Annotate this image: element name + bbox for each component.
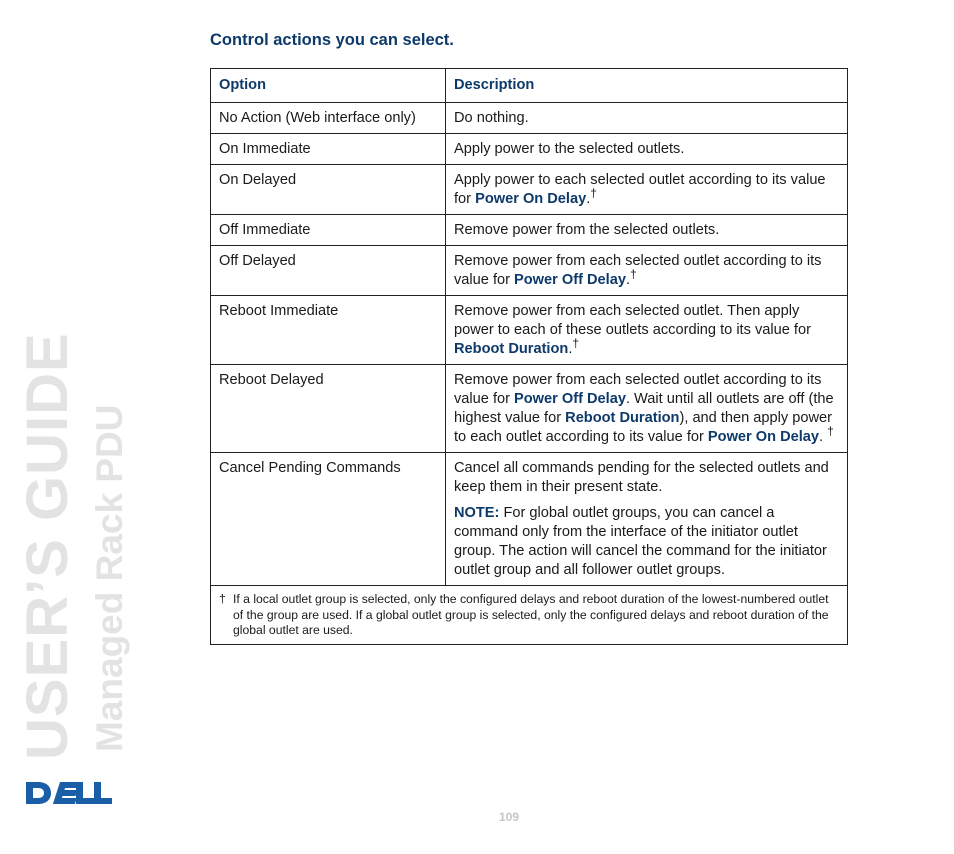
table-row (211, 365, 848, 453)
note (454, 504, 839, 580)
setting-reference: Power On Delay (707, 429, 820, 445)
description-cell (446, 165, 848, 215)
description-text: . (568, 341, 573, 357)
description-text: Remove power from each selected outlet. Then apply power to each of these outlets according to its value for (454, 303, 811, 338)
description-cell (446, 246, 848, 296)
control-actions-table (210, 68, 848, 645)
footnote-marker: † (590, 186, 597, 201)
setting-reference: Reboot Duration (454, 341, 569, 357)
option-cell: Cancel Pending Commands (211, 453, 446, 586)
option-cell: On Immediate (211, 134, 446, 165)
description-text: . (625, 272, 631, 288)
option-cell: No Action (Web interface only) (211, 103, 446, 134)
description-text: Cancel all commands pending for the selected outlets and keep them in their present state. (454, 460, 829, 495)
table-row (211, 165, 848, 215)
description-text: . (819, 429, 828, 445)
footnote-text: If a local outlet group is selected, only the configured delays and reboot duration of the lowest-numbered outlet of the group are used. If a global outlet group is selected, only the configured delays and reboot duration of the global outlet are used. (233, 592, 829, 637)
footnote-marker: † (630, 267, 637, 282)
description-text: Remove power from each selected outlet according to its value for (454, 253, 822, 288)
description-cell: Remove power from the selected outlets. (446, 215, 848, 246)
page-number: 109 (499, 810, 520, 824)
dell-logo (24, 779, 112, 807)
table-row (211, 215, 848, 246)
description-text: . Wait until all outlets are off (the highest value for (454, 391, 834, 426)
sidebar-guide-title: USER’S GUIDE (15, 332, 80, 760)
description-text: . (586, 191, 591, 207)
table-row (211, 134, 848, 165)
setting-reference: Power On Delay (475, 191, 587, 207)
setting-reference: Power Off Delay (514, 272, 626, 288)
column-header-option: Option (211, 69, 446, 103)
description-cell (446, 453, 848, 586)
description-cell (446, 296, 848, 365)
footnote-marker: † (219, 592, 226, 606)
description-text: Remove power from each selected outlet according to its value for (454, 372, 822, 407)
description-cell: Apply power to the selected outlets. (446, 134, 848, 165)
option-cell: Off Immediate (211, 215, 446, 246)
table-header-row (211, 69, 848, 103)
setting-reference: Power Off Delay (514, 391, 626, 407)
table-row (211, 296, 848, 365)
footnote-cell (211, 586, 848, 645)
description-text: ), and then apply power to each outlet according to its value for (454, 410, 832, 445)
option-cell: Reboot Immediate (211, 296, 446, 365)
description-cell: Do nothing. (446, 103, 848, 134)
description-cell (446, 365, 848, 453)
footnote-row (211, 586, 848, 645)
note-label: NOTE: (454, 505, 500, 521)
table-row (211, 246, 848, 296)
option-cell: On Delayed (211, 165, 446, 215)
option-cell: Reboot Delayed (211, 365, 446, 453)
section-heading: Control actions you can select. (210, 31, 454, 49)
table-row (211, 103, 848, 134)
note-text: For global outlet groups, you can cancel a command only from the interface of the initiator outlet group. The action will cancel the command for the initiator outlet group and all follower outlet groups. (454, 505, 827, 578)
table-row (211, 453, 848, 586)
footnote-marker: † (827, 424, 834, 439)
option-cell: Off Delayed (211, 246, 446, 296)
description-text: Apply power to each selected outlet according to its value for (454, 172, 826, 207)
setting-reference: Reboot Duration (565, 410, 680, 426)
footnote-marker: † (572, 336, 580, 351)
column-header-description: Description (446, 69, 848, 103)
sidebar-product-subtitle: Managed Rack PDU (89, 404, 130, 752)
